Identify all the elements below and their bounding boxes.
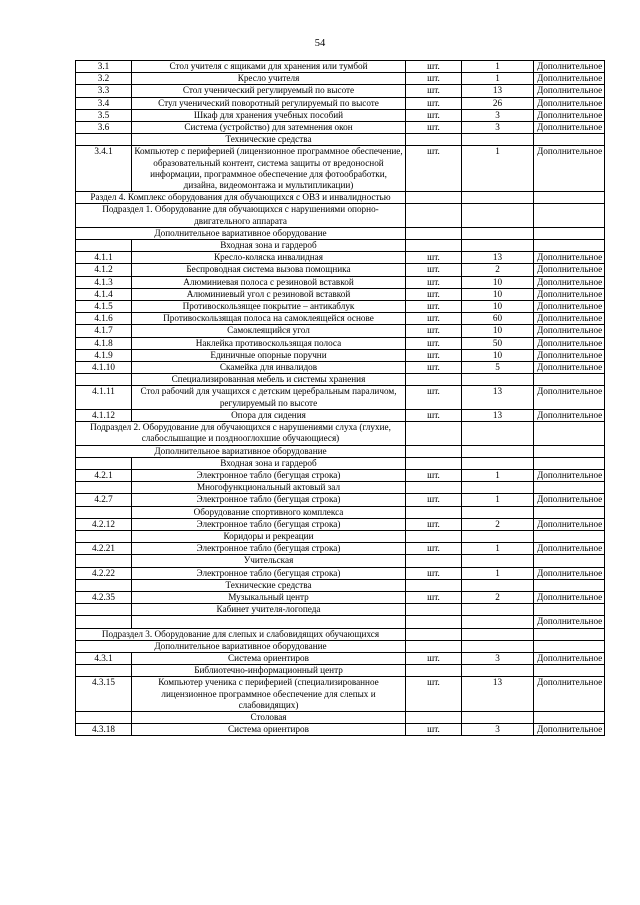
cell-status — [534, 204, 605, 227]
cell-name: Самоклеящийся угол — [132, 325, 406, 337]
cell-unit: шт. — [406, 85, 462, 97]
cell-status — [534, 374, 605, 386]
cell-code — [76, 555, 132, 567]
cell-code: 4.1.1 — [76, 252, 132, 264]
cell-qty: 60 — [462, 313, 534, 325]
group-header-row — [76, 604, 605, 616]
cell-status — [534, 457, 605, 469]
cell-status — [534, 628, 605, 640]
cell-code: 4.1.10 — [76, 362, 132, 374]
cell-code — [76, 579, 132, 591]
cell-code — [76, 616, 132, 628]
cell-qty: 1 — [462, 469, 534, 481]
cell-qty: 3 — [462, 724, 534, 736]
table-row — [76, 73, 605, 85]
table-row — [76, 146, 605, 192]
cell-unit: шт. — [406, 409, 462, 421]
cell-unit — [406, 616, 462, 628]
cell-name: Алюминиевый угол с резиновой вставкой — [132, 288, 406, 300]
cell-status — [534, 134, 605, 146]
cell-unit: шт. — [406, 276, 462, 288]
cell-code: 4.1.7 — [76, 325, 132, 337]
cell-code: 4.2.12 — [76, 518, 132, 530]
cell-name: Специализированная мебель и системы хранения — [132, 374, 406, 386]
cell-qty — [462, 616, 534, 628]
cell-status: Дополнительное — [534, 362, 605, 374]
cell-name: Входная зона и гардероб — [132, 457, 406, 469]
cell-status: Дополнительное — [534, 146, 605, 192]
table-row — [76, 567, 605, 579]
cell-code: 4.2.7 — [76, 494, 132, 506]
cell-name: Технические средства — [132, 579, 406, 591]
table-row — [76, 616, 605, 628]
cell-name: Стул ученический поворотный регулируемый по высоте — [132, 97, 406, 109]
cell-status: Дополнительное — [534, 469, 605, 481]
cell-name: Стол рабочий для учащихся с детским церебральным параличом, регулируемый по высоте — [132, 386, 406, 409]
cell-qty — [462, 665, 534, 677]
cell-code: 4.1.4 — [76, 288, 132, 300]
cell-status: Дополнительное — [534, 518, 605, 530]
cell-unit — [406, 240, 462, 252]
cell-unit: шт. — [406, 652, 462, 664]
cell-name: Система ориентиров — [132, 652, 406, 664]
table-row — [76, 494, 605, 506]
cell-unit — [406, 506, 462, 518]
cell-unit — [406, 555, 462, 567]
cell-status — [534, 227, 605, 239]
cell-qty: 1 — [462, 567, 534, 579]
group-header-row — [76, 482, 605, 494]
cell-qty — [462, 422, 534, 445]
cell-name — [132, 616, 406, 628]
group-header-row — [76, 240, 605, 252]
section-header-row — [76, 628, 605, 640]
cell-status: Дополнительное — [534, 252, 605, 264]
cell-name: Алюминиевая полоса с резиновой вставкой — [132, 276, 406, 288]
cell-unit — [406, 711, 462, 723]
cell-unit: шт. — [406, 146, 462, 192]
cell-unit — [406, 579, 462, 591]
table-row — [76, 252, 605, 264]
cell-code: 4.2.21 — [76, 543, 132, 555]
cell-unit — [406, 422, 462, 445]
cell-unit — [406, 227, 462, 239]
section-header-row — [76, 192, 605, 204]
cell-status — [534, 422, 605, 445]
cell-code: 3.2 — [76, 73, 132, 85]
cell-code: 4.1.8 — [76, 337, 132, 349]
cell-qty — [462, 204, 534, 227]
table-row — [76, 652, 605, 664]
table-row — [76, 518, 605, 530]
cell-status: Дополнительное — [534, 567, 605, 579]
cell-unit: шт. — [406, 325, 462, 337]
cell-status: Дополнительное — [534, 652, 605, 664]
cell-name: Единичные опорные поручни — [132, 349, 406, 361]
cell-name: Коридоры и рекреации — [132, 530, 406, 542]
table-row — [76, 409, 605, 421]
cell-status: Дополнительное — [534, 386, 605, 409]
cell-unit: шт. — [406, 109, 462, 121]
cell-status — [534, 579, 605, 591]
cell-code: 4.3.15 — [76, 677, 132, 712]
cell-qty — [462, 457, 534, 469]
cell-status: Дополнительное — [534, 122, 605, 134]
cell-name: Подраздел 1. Оборудование для обучающихся с нарушениями опорно-двигательного аппарата — [76, 204, 406, 227]
cell-qty — [462, 506, 534, 518]
group-header-row — [76, 134, 605, 146]
cell-unit: шт. — [406, 386, 462, 409]
cell-name: Библиотечно-информационный центр — [132, 665, 406, 677]
cell-name: Музыкальный центр — [132, 591, 406, 603]
cell-qty: 13 — [462, 386, 534, 409]
cell-qty: 50 — [462, 337, 534, 349]
table-row — [76, 677, 605, 712]
cell-name: Кабинет учителя-логопеда — [132, 604, 406, 616]
cell-code — [76, 240, 132, 252]
group-header-row — [76, 711, 605, 723]
cell-unit — [406, 530, 462, 542]
cell-name: Электронное табло (бегущая строка) — [132, 494, 406, 506]
cell-unit — [406, 604, 462, 616]
group-header-row — [76, 374, 605, 386]
cell-qty — [462, 628, 534, 640]
cell-code: 3.3 — [76, 85, 132, 97]
cell-code: 4.1.6 — [76, 313, 132, 325]
table-row — [76, 386, 605, 409]
cell-name: Электронное табло (бегущая строка) — [132, 567, 406, 579]
cell-qty: 10 — [462, 276, 534, 288]
cell-status: Дополнительное — [534, 409, 605, 421]
cell-status: Дополнительное — [534, 85, 605, 97]
section-header-row — [76, 227, 605, 239]
cell-qty — [462, 555, 534, 567]
cell-unit: шт. — [406, 567, 462, 579]
cell-qty: 10 — [462, 301, 534, 313]
cell-status: Дополнительное — [534, 494, 605, 506]
cell-qty — [462, 640, 534, 652]
cell-code: 4.2.22 — [76, 567, 132, 579]
cell-status — [534, 192, 605, 204]
table-row — [76, 325, 605, 337]
table-row — [76, 469, 605, 481]
cell-qty: 1 — [462, 146, 534, 192]
cell-code: 4.1.12 — [76, 409, 132, 421]
cell-qty: 10 — [462, 288, 534, 300]
cell-code: 3.4.1 — [76, 146, 132, 192]
cell-code — [76, 604, 132, 616]
section-header-row — [76, 445, 605, 457]
cell-name: Учительская — [132, 555, 406, 567]
cell-status: Дополнительное — [534, 97, 605, 109]
cell-code: 4.3.1 — [76, 652, 132, 664]
table-row — [76, 276, 605, 288]
cell-qty — [462, 482, 534, 494]
cell-unit — [406, 640, 462, 652]
cell-name: Оборудование спортивного комплекса — [132, 506, 406, 518]
cell-name: Технические средства — [132, 134, 406, 146]
cell-qty — [462, 445, 534, 457]
cell-status: Дополнительное — [534, 591, 605, 603]
cell-name: Шкаф для хранения учебных пособий — [132, 109, 406, 121]
cell-name: Электронное табло (бегущая строка) — [132, 469, 406, 481]
cell-status: Дополнительное — [534, 73, 605, 85]
cell-unit — [406, 665, 462, 677]
cell-name: Кресло учителя — [132, 73, 406, 85]
cell-status — [534, 530, 605, 542]
table-row — [76, 349, 605, 361]
cell-code: 3.5 — [76, 109, 132, 121]
cell-qty: 10 — [462, 325, 534, 337]
cell-status: Дополнительное — [534, 325, 605, 337]
cell-status — [534, 711, 605, 723]
cell-unit — [406, 628, 462, 640]
cell-status — [534, 665, 605, 677]
cell-name: Компьютер с периферией (лицензионное программное обеспечение, образовательный контент, система защиты от вредоносной информации, программное обеспечение для фотообработки, дизайна, видеомонтажа и мультипликации) — [132, 146, 406, 192]
cell-qty: 3 — [462, 122, 534, 134]
cell-name: Дополнительное вариативное оборудование — [76, 640, 406, 652]
cell-qty — [462, 604, 534, 616]
cell-qty: 13 — [462, 252, 534, 264]
group-header-row — [76, 457, 605, 469]
cell-name: Электронное табло (бегущая строка) — [132, 543, 406, 555]
cell-name: Многофункциональный актовый зал — [132, 482, 406, 494]
cell-name: Наклейка противоскользящая полоса — [132, 337, 406, 349]
cell-name: Дополнительное вариативное оборудование — [76, 445, 406, 457]
cell-name: Система ориентиров — [132, 724, 406, 736]
cell-code: 4.2.35 — [76, 591, 132, 603]
cell-name: Раздел 4. Комплекс оборудования для обучающихся с ОВЗ и инвалидностью — [76, 192, 406, 204]
cell-name: Скамейка для инвалидов — [132, 362, 406, 374]
section-header-row — [76, 204, 605, 227]
cell-unit — [406, 134, 462, 146]
cell-name: Система (устройство) для затемнения окон — [132, 122, 406, 134]
cell-unit: шт. — [406, 122, 462, 134]
cell-unit: шт. — [406, 264, 462, 276]
cell-status: Дополнительное — [534, 301, 605, 313]
cell-code — [76, 457, 132, 469]
cell-code — [76, 482, 132, 494]
cell-status — [534, 555, 605, 567]
cell-status: Дополнительное — [534, 264, 605, 276]
table-row — [76, 264, 605, 276]
cell-name: Опора для сидения — [132, 409, 406, 421]
cell-qty: 2 — [462, 264, 534, 276]
cell-code — [76, 530, 132, 542]
cell-code — [76, 374, 132, 386]
cell-qty: 26 — [462, 97, 534, 109]
cell-code: 4.1.11 — [76, 386, 132, 409]
cell-unit: шт. — [406, 313, 462, 325]
cell-status: Дополнительное — [534, 543, 605, 555]
cell-qty: 3 — [462, 109, 534, 121]
cell-code — [76, 506, 132, 518]
cell-unit — [406, 482, 462, 494]
cell-qty — [462, 240, 534, 252]
cell-unit — [406, 192, 462, 204]
cell-name: Беспроводная система вызова помощника — [132, 264, 406, 276]
cell-qty: 13 — [462, 677, 534, 712]
cell-unit: шт. — [406, 469, 462, 481]
table-row — [76, 724, 605, 736]
table-row — [76, 122, 605, 134]
group-header-row — [76, 579, 605, 591]
table-row — [76, 362, 605, 374]
cell-status: Дополнительное — [534, 61, 605, 73]
cell-qty — [462, 711, 534, 723]
cell-qty — [462, 579, 534, 591]
cell-code: 4.1.5 — [76, 301, 132, 313]
cell-code: 4.3.18 — [76, 724, 132, 736]
cell-qty — [462, 134, 534, 146]
group-header-row — [76, 506, 605, 518]
cell-name: Противоскользящее покрытие – антикаблук — [132, 301, 406, 313]
cell-status — [534, 604, 605, 616]
table-row — [76, 109, 605, 121]
cell-status: Дополнительное — [534, 677, 605, 712]
cell-status: Дополнительное — [534, 349, 605, 361]
cell-unit: шт. — [406, 677, 462, 712]
cell-unit: шт. — [406, 494, 462, 506]
cell-name: Стол ученический регулируемый по высоте — [132, 85, 406, 97]
cell-status: Дополнительное — [534, 313, 605, 325]
cell-unit — [406, 204, 462, 227]
page-number: 54 — [314, 38, 326, 49]
cell-name: Электронное табло (бегущая строка) — [132, 518, 406, 530]
cell-code: 3.1 — [76, 61, 132, 73]
table-row — [76, 543, 605, 555]
cell-unit — [406, 374, 462, 386]
cell-qty — [462, 530, 534, 542]
cell-unit: шт. — [406, 591, 462, 603]
cell-unit: шт. — [406, 252, 462, 264]
table-row — [76, 61, 605, 73]
cell-status — [534, 640, 605, 652]
cell-code: 4.1.9 — [76, 349, 132, 361]
cell-status: Дополнительное — [534, 288, 605, 300]
cell-unit: шт. — [406, 73, 462, 85]
cell-status: Дополнительное — [534, 724, 605, 736]
cell-qty: 10 — [462, 349, 534, 361]
table-row — [76, 337, 605, 349]
table-row — [76, 591, 605, 603]
cell-qty: 1 — [462, 543, 534, 555]
table-row — [76, 97, 605, 109]
cell-unit: шт. — [406, 301, 462, 313]
cell-qty: 13 — [462, 85, 534, 97]
cell-qty — [462, 192, 534, 204]
table-body — [76, 61, 605, 736]
cell-code — [76, 711, 132, 723]
group-header-row — [76, 665, 605, 677]
section-header-row — [76, 422, 605, 445]
cell-status: Дополнительное — [534, 616, 605, 628]
cell-name: Подраздел 3. Оборудование для слепых и слабовидящих обучающихся — [76, 628, 406, 640]
group-header-row — [76, 555, 605, 567]
section-header-row — [76, 640, 605, 652]
cell-unit — [406, 457, 462, 469]
cell-unit — [406, 445, 462, 457]
table-row — [76, 288, 605, 300]
cell-unit: шт. — [406, 61, 462, 73]
cell-code: 4.2.1 — [76, 469, 132, 481]
cell-status: Дополнительное — [534, 276, 605, 288]
cell-code: 3.4 — [76, 97, 132, 109]
cell-name: Компьютер ученика с периферией (специализированное лицензионное программное обеспечение для слепых и слабовидящих) — [132, 677, 406, 712]
group-header-row — [76, 530, 605, 542]
cell-unit: шт. — [406, 97, 462, 109]
cell-qty — [462, 227, 534, 239]
cell-name: Столовая — [132, 711, 406, 723]
cell-unit: шт. — [406, 288, 462, 300]
cell-qty: 3 — [462, 652, 534, 664]
cell-qty: 5 — [462, 362, 534, 374]
cell-status — [534, 482, 605, 494]
cell-unit: шт. — [406, 337, 462, 349]
cell-status: Дополнительное — [534, 109, 605, 121]
cell-qty: 1 — [462, 73, 534, 85]
cell-code: 3.6 — [76, 122, 132, 134]
cell-unit: шт. — [406, 362, 462, 374]
table-row — [76, 301, 605, 313]
cell-qty: 1 — [462, 494, 534, 506]
table-row — [76, 313, 605, 325]
cell-name: Входная зона и гардероб — [132, 240, 406, 252]
cell-qty: 13 — [462, 409, 534, 421]
cell-qty: 2 — [462, 518, 534, 530]
cell-status — [534, 240, 605, 252]
cell-name: Противоскользящая полоса на самоклеящейся основе — [132, 313, 406, 325]
cell-unit: шт. — [406, 724, 462, 736]
cell-name: Стол учителя с ящиками для хранения или тумбой — [132, 61, 406, 73]
cell-name: Дополнительное вариативное оборудование — [76, 227, 406, 239]
cell-status: Дополнительное — [534, 337, 605, 349]
cell-name: Подраздел 2. Оборудование для обучающихся с нарушениями слуха (глухие, слабослышащие и позднооглохшие обучающиеся) — [76, 422, 406, 445]
cell-status — [534, 506, 605, 518]
cell-unit: шт. — [406, 543, 462, 555]
cell-name: Кресло-коляска инвалидная — [132, 252, 406, 264]
table-row — [76, 85, 605, 97]
equipment-table — [75, 60, 605, 736]
cell-qty — [462, 374, 534, 386]
cell-qty: 1 — [462, 61, 534, 73]
cell-code: 4.1.2 — [76, 264, 132, 276]
cell-code: 4.1.3 — [76, 276, 132, 288]
cell-qty: 2 — [462, 591, 534, 603]
cell-code — [76, 665, 132, 677]
cell-unit: шт. — [406, 518, 462, 530]
cell-unit: шт. — [406, 349, 462, 361]
cell-status — [534, 445, 605, 457]
cell-code — [76, 134, 132, 146]
